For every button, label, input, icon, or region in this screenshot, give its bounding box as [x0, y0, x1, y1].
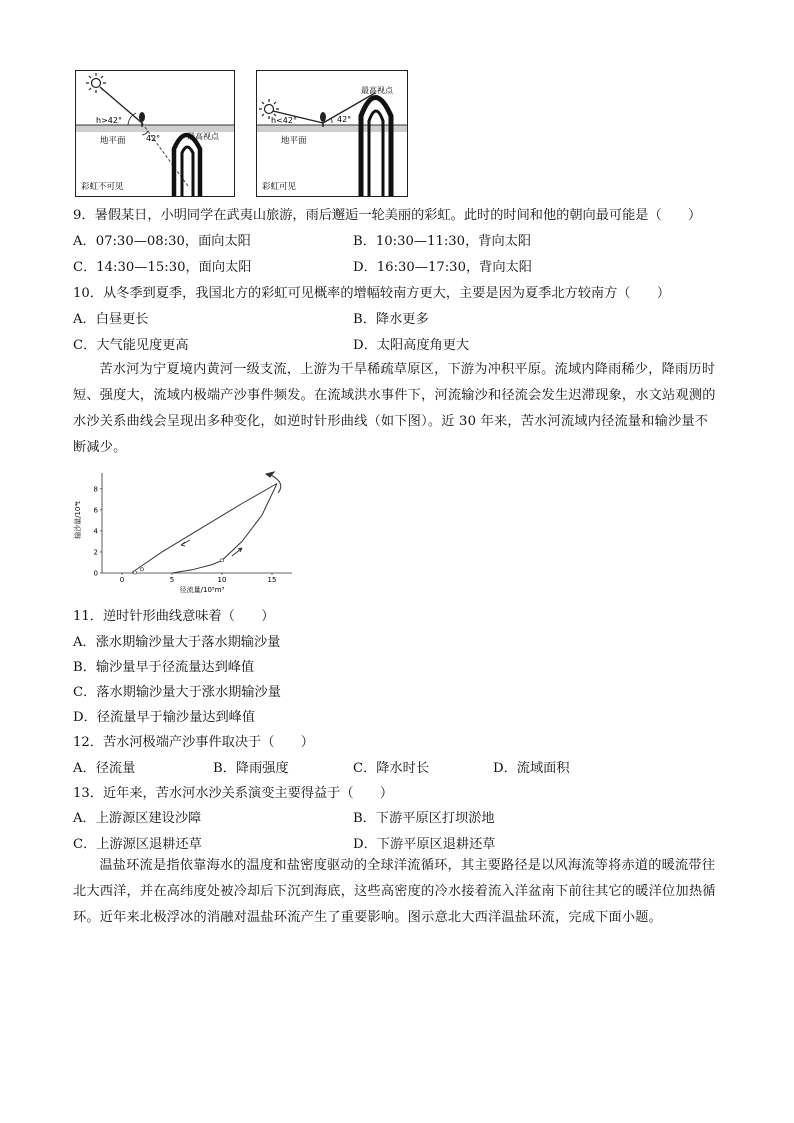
angle-label: 42° — [146, 134, 161, 143]
q10-option-d: D．太阳高度角更大 — [353, 338, 470, 353]
q13-option-d: D．下游平原区退耕还草 — [353, 837, 496, 852]
x-tick-label: 10 — [217, 576, 227, 584]
top-view-label: 最高视点 — [187, 132, 219, 141]
q9-option-a: A．07:30—08:30，面向太阳 — [73, 234, 251, 249]
y-tick-label: 2 — [93, 548, 98, 557]
falling-arrow-icon — [181, 540, 190, 546]
rainbow-diagram-right — [257, 71, 407, 196]
q9-stem: 9．暑假某日，小明同学在武夷山旅游，雨后邂逅一轮美丽的彩虹。此时的时间和他的朝向最可能是（ ） — [73, 208, 702, 223]
q11-option-a: A．涨水期输沙量大于落水期输沙量 — [73, 635, 281, 650]
q9-option-b: B．10:30—11:30，背向太阳 — [353, 234, 532, 249]
passage-kushui-river: 苦水河为宁夏境内黄河一级支流，上游为干旱稀疏草原区，下游为冲积平原。流域内降雨稀少，降雨历时短、强度大，流域内极端产沙事件频发。在流域洪水事件下，河流输沙和径流会发生迟滞现象，水文站观测的水沙关系曲线会呈现出多种变化，如逆时针形曲线（如下图）。近 30 年来，苦水河流域内径流量和输沙量不断减少。 — [73, 362, 716, 455]
q13-option-b: B．下游平原区打坝淤地 — [353, 811, 495, 826]
sediment-runoff-chart — [72, 465, 302, 595]
y-tick-label: 0 — [93, 569, 98, 578]
chart-y-label: 输沙量/10⁴t — [74, 501, 82, 539]
x-tick-label: 5 — [169, 576, 175, 584]
ground-label: 地平面 — [100, 136, 126, 146]
chart-x-label: 径流量/10⁵m³ — [179, 586, 225, 594]
q12-option-c: C．降水时长 — [353, 761, 430, 776]
data-point — [140, 568, 143, 571]
q13-stem: 13．近年来，苦水河水沙关系演变主要得益于（ ） — [73, 786, 394, 801]
q9-option-c: C．14:30—15:30，面向太阳 — [73, 260, 252, 275]
y-tick-label: 6 — [93, 506, 98, 515]
q13-option-c: C．上游源区退耕还草 — [73, 837, 202, 852]
q12-option-d: D．流域面积 — [493, 761, 570, 776]
q12-option-a: A．径流量 — [73, 761, 136, 776]
chart-svg — [72, 465, 302, 595]
h-label: h>42° — [96, 116, 122, 125]
y-tick-label: 8 — [93, 485, 98, 494]
passage-thermohaline: 温盐环流是指依靠海水的温度和盐密度驱动的全球洋流循环，其主要路径是以风海流等将赤道的暖流带往北大西洋，并在高纬度处被冷却后下沉到海底，这些高密度的冷水接着流入洋盆南下前往其它的暖洋位加热循环。近年来北极浮冰的消融对温盐环流产生了重要影响。图示意北大西洋温盐环流，完成下面小题。 — [73, 858, 716, 925]
q12-stem: 12．苦水河极端产沙事件取决于（ ） — [73, 735, 314, 750]
x-tick-label: 15 — [267, 576, 277, 584]
q12-option-b: B．降雨强度 — [213, 761, 289, 776]
figure-caption: 彩虹不可见 — [81, 182, 124, 192]
angle-label: 42° — [337, 115, 352, 124]
x-tick-label: 0 — [119, 576, 125, 584]
q11-option-d: D．径流量早于输沙量达到峰值 — [73, 710, 256, 725]
figure-caption: 彩虹可见 — [262, 182, 297, 192]
h-label: h<42° — [271, 116, 297, 125]
q10-stem: 10．从冬季到夏季，我国北方的彩虹可见概率的增幅较南方更大，主要是因为夏季北方较南方（ ） — [73, 286, 671, 301]
q9-option-d: D．16:30—17:30，背向太阳 — [353, 260, 532, 275]
data-point — [133, 571, 136, 574]
q10-option-a: A．白昼更长 — [73, 312, 149, 327]
data-point — [220, 559, 223, 562]
series-line-2 — [132, 484, 277, 573]
q10-option-c: C．大气能见度更高 — [73, 338, 189, 353]
series-line-1 — [172, 484, 277, 574]
q13-option-a: A．上游源区建设沙障 — [73, 811, 202, 826]
rainbow-diagram-left — [76, 71, 234, 196]
top-view-label: 最高视点 — [361, 86, 393, 95]
q10-option-b: B．降水更多 — [353, 312, 429, 327]
q11-option-c: C．落水期输沙量大于涨水期输沙量 — [73, 685, 281, 700]
q11-stem: 11．逆时针形曲线意味着（ ） — [73, 609, 275, 624]
rainbow-figure-invisible — [75, 70, 235, 197]
rainbow-figure-visible — [256, 70, 408, 197]
y-tick-label: 4 — [93, 527, 98, 536]
ground-label: 地平面 — [281, 136, 307, 146]
q11-option-b: B．输沙量早于径流量达到峰值 — [73, 660, 255, 675]
